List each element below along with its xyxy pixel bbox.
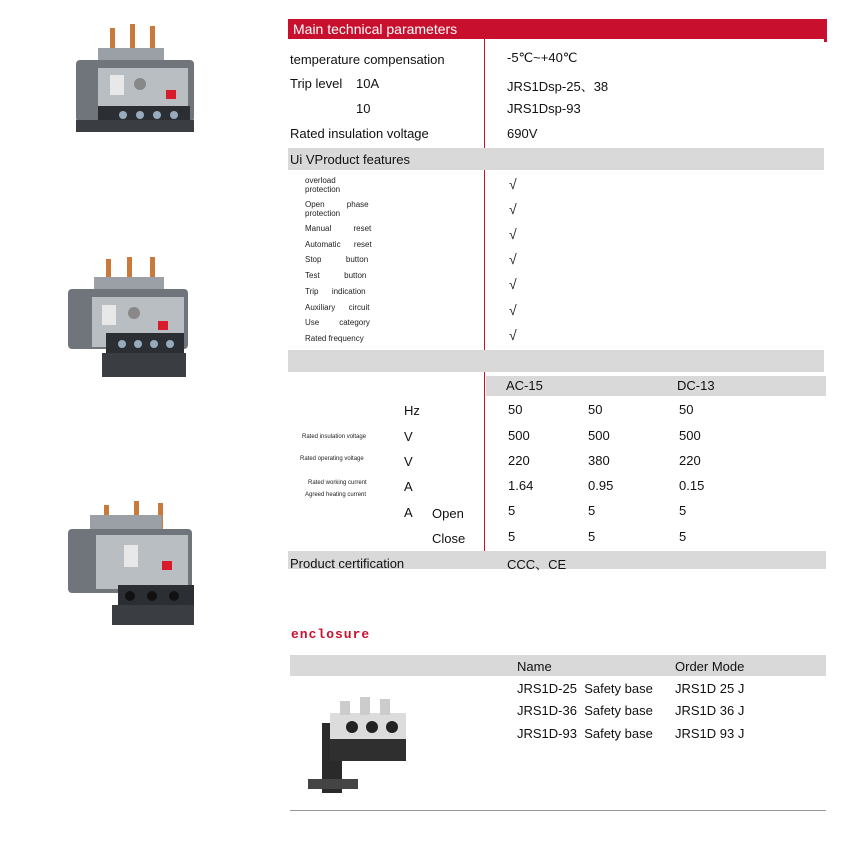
cell: 380: [588, 453, 610, 468]
close-label: Close: [432, 531, 466, 546]
certification-value: CCC、CE: [507, 557, 567, 572]
cell: 50: [679, 402, 694, 417]
enclosure-order: JRS1D 93 J: [675, 726, 745, 741]
trip-value-2: JRS1Dsp-93: [507, 101, 581, 116]
insulation-value: 690V: [507, 126, 538, 141]
cell: 0.15: [679, 478, 705, 493]
feature-manual-reset: Manual reset: [305, 224, 372, 233]
aux-separator-bar: [288, 350, 824, 372]
cell: 500: [508, 428, 530, 443]
ac15-header: AC-15: [506, 378, 543, 393]
feature-auxiliary-circuit: Auxiliary circuit: [305, 303, 370, 312]
check-mark-icon: √: [509, 226, 517, 242]
feature-use-category: Use category: [305, 318, 370, 327]
enclosure-header-bar: [290, 655, 826, 676]
enclosure-order: JRS1D 36 J: [675, 703, 745, 718]
features-header: Ui VProduct features: [290, 152, 410, 167]
enclosure-name: JRS1D-25 Safety base: [517, 681, 653, 696]
order-header: Order Mode: [675, 659, 745, 674]
check-mark-icon: √: [509, 302, 517, 318]
enclosure-name: JRS1D-93 Safety base: [517, 726, 653, 741]
feature-trip-indication: Trip indication: [305, 287, 366, 296]
unit-a-1: A: [404, 479, 413, 494]
name-header: Name: [517, 659, 552, 674]
trip-level-1: 10A: [356, 76, 380, 91]
cell: 220: [508, 453, 530, 468]
aux-label-insulation: Rated insulation voltage: [302, 434, 367, 440]
dc13-header: DC-13: [677, 378, 715, 393]
check-mark-icon: √: [509, 251, 517, 267]
cell: 5: [679, 529, 687, 544]
trip-value-1: JRS1Dsp-25、38: [507, 79, 609, 94]
trip-level-2: 10: [356, 101, 371, 116]
cell: 5: [508, 529, 516, 544]
cell: 5: [588, 529, 596, 544]
check-mark-icon: √: [509, 201, 517, 217]
check-mark-icon: √: [509, 327, 517, 343]
cell: 0.95: [588, 478, 614, 493]
enclosure-title: enclosure: [291, 627, 371, 642]
temp-value: -5℃~+40℃: [507, 50, 578, 65]
feature-open-phase: Open phase protection: [305, 200, 369, 218]
relay-photo-3: [62, 495, 202, 630]
cell: 500: [588, 428, 610, 443]
relay-photo-1: [68, 20, 203, 140]
safety-base-photo: [302, 683, 412, 798]
bottom-rule: [290, 810, 826, 811]
relay-photo-2: [62, 253, 197, 381]
feature-test-button: Test button: [305, 271, 367, 280]
enclosure-order: JRS1D 25 J: [675, 681, 745, 696]
check-mark-icon: √: [509, 276, 517, 292]
unit-v-2: V: [404, 454, 413, 469]
insulation-label: Rated insulation voltage: [290, 126, 429, 141]
check-mark-icon: √: [509, 176, 517, 192]
enclosure-name: JRS1D-36 Safety base: [517, 703, 653, 718]
aux-label-working: Rated working current: [308, 480, 367, 486]
feature-rated-frequency: Rated frequency: [305, 334, 364, 343]
aux-label-heating: Agreed heating current: [305, 492, 367, 498]
aux-label-operating: Rated operating voltage: [300, 456, 364, 462]
cell: 1.64: [508, 478, 534, 493]
cell: 500: [679, 428, 701, 443]
feature-overload: overload protection: [305, 176, 341, 194]
column-divider: [484, 39, 485, 569]
temp-label: temperature compensation: [290, 52, 445, 67]
cell: 5: [588, 503, 596, 518]
banner-edge: [824, 19, 827, 42]
cell: 50: [588, 402, 603, 417]
open-label: Open: [432, 506, 464, 521]
feature-stop-button: Stop button: [305, 255, 369, 264]
feature-automatic-reset: Automatic reset: [305, 240, 372, 249]
section-banner: Main technical parameters: [288, 19, 825, 39]
cell: 5: [508, 503, 516, 518]
trip-label: Trip level: [290, 76, 343, 91]
unit-hz: Hz: [404, 403, 420, 418]
cell: 50: [508, 402, 523, 417]
unit-v-1: V: [404, 429, 413, 444]
cell: 220: [679, 453, 701, 468]
cell: 5: [679, 503, 687, 518]
unit-a-2: A: [404, 505, 413, 520]
certification-label: Product certification: [290, 556, 405, 571]
